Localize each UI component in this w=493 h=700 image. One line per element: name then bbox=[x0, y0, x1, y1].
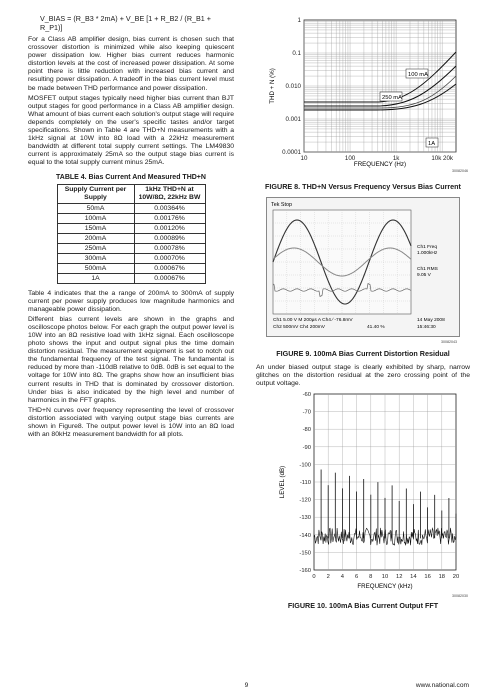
figure-8 bbox=[256, 14, 470, 191]
fig8-ytick: 0.0001 bbox=[282, 149, 301, 156]
supply-current-cell: 1A bbox=[57, 273, 134, 283]
figure-9 bbox=[256, 197, 470, 358]
thdn-cell: 0.00067% bbox=[134, 273, 205, 283]
fig10-xtick: 4 bbox=[340, 574, 345, 581]
fig10-ytick: -150 bbox=[299, 550, 311, 557]
fig10-ytick: -160 bbox=[299, 568, 311, 575]
fig10-xtick: 6 bbox=[354, 574, 359, 581]
table-row bbox=[57, 273, 205, 283]
fig10-xlabel: FREQUENCY (kHz) bbox=[357, 583, 413, 591]
fig10-xtick: 14 bbox=[410, 574, 417, 581]
ch1-rms-label: Ch1 RMS bbox=[417, 267, 438, 272]
table-caption: TABLE 4. Bias Current And Measured THD+N bbox=[56, 173, 206, 181]
fig10-xtick: 10 bbox=[381, 574, 389, 581]
oscilloscope-screen bbox=[266, 197, 460, 344]
thdn-cell: 0.00089% bbox=[134, 233, 205, 243]
fig10-xtick: 12 bbox=[395, 574, 403, 581]
scope-time: 15:46:30 bbox=[417, 325, 436, 330]
left-column bbox=[28, 14, 234, 441]
table-row bbox=[57, 203, 205, 213]
table-row bbox=[57, 263, 205, 273]
ch1-rms-value: 9.05 V bbox=[417, 273, 431, 278]
fig8-xtick: 1k bbox=[392, 155, 400, 162]
supply-current-cell: 100mA bbox=[57, 213, 134, 223]
fig10-xtick: 2 bbox=[326, 574, 330, 581]
scope-bottom-row2: Ch2 500mV Ch4 200mV bbox=[273, 325, 325, 330]
paragraph-table-indicates: Table 4 indicates that the a range of 200mA to 300mA of supply current per power supply produces low magnitude harmonics and manageable power dissipation. bbox=[28, 289, 234, 313]
fig8-ylabel: THD + N (%) bbox=[269, 68, 276, 104]
figure-9-caption: FIGURE 9. 100mA Bias Current Distortion Residual bbox=[276, 349, 450, 358]
fig10-ytick: -90 bbox=[302, 445, 311, 452]
fig8-ytick: 0.001 bbox=[285, 116, 301, 123]
fig10-xtick: 18 bbox=[438, 574, 446, 581]
table-row bbox=[57, 253, 205, 263]
page-number: 9 bbox=[244, 682, 249, 689]
figure-10 bbox=[256, 390, 470, 610]
paragraph-thdn-curves: THD+N curves over frequency representing the level of crossover distortion associated with varying output stage bias currents are shown in Figure8. The output power level is 10W into an 8Ω load with an 80kHz measurement bandwidth for all plots. bbox=[28, 406, 234, 439]
fig8-ytick: 0.010 bbox=[285, 83, 301, 90]
fig10-xtick: 0 bbox=[312, 574, 316, 581]
scope-traces bbox=[267, 198, 459, 336]
fig10-ytick: -140 bbox=[299, 533, 311, 540]
paragraph-different-levels: Different bias current levels are shown in the graphs and oscilloscope photos below. For each graph the output power level is 10W into an 8Ω resistive load with 1kHz signal. Each oscilloscope photo shows the input and output signal plus the time domain distortion residual. The measurement equipment is set to notch out the fundamental frequency of the test signal. The fundamental is reduced by more than -110dB relative to 0dB. 0dB is set equal to the voltage for 10W into 8Ω. The graphs show how an insufficient bias current results in THD that is dominated by crossover distortion. Under bias is also indicated by the high level and number of harmonics in the FFT graphs. bbox=[28, 315, 234, 404]
fig10-ytick: -120 bbox=[299, 497, 311, 504]
label-1a: 1A bbox=[428, 141, 436, 147]
table-header-supply: Supply Current per Supply bbox=[57, 184, 134, 203]
supply-current-cell: 500mA bbox=[57, 263, 134, 273]
table-row bbox=[57, 233, 205, 243]
bias-equation: V_BIAS = (R_B3 * 2mA) + V_BE [1 + R_B2 / (R_B1 + R_P1)] bbox=[40, 14, 211, 32]
ch1-freq-value: 1.000kHz bbox=[417, 251, 438, 256]
footer-url[interactable]: www.national.com bbox=[415, 682, 469, 689]
thdn-cell: 0.00120% bbox=[134, 223, 205, 233]
figure-8-caption: FIGURE 8. THD+N Versus Frequency Versus Bias Current bbox=[265, 182, 461, 191]
table-row bbox=[57, 243, 205, 253]
scope-date: 14 May 2008 bbox=[417, 318, 445, 323]
fig10-xtick: 8 bbox=[369, 574, 373, 581]
fig10-xtick: 16 bbox=[424, 574, 431, 581]
fig8-ytick: 1 bbox=[297, 17, 301, 24]
thdn-cell: 0.00070% bbox=[134, 253, 205, 263]
bias-current-table bbox=[57, 184, 206, 284]
label-100ma: 100 mA bbox=[408, 72, 428, 78]
fig9-code: 30082043 bbox=[441, 340, 457, 344]
fig10-ytick: -130 bbox=[299, 515, 311, 522]
fft-plot bbox=[256, 390, 470, 600]
fig8-xtick: 10k 20k bbox=[431, 155, 454, 162]
ch1-freq-label: Ch1 Freq bbox=[417, 245, 437, 250]
fig8-code: 30082046 bbox=[452, 169, 468, 173]
scope-bottom-row1: Ch1 5.00 V M 200µs A Ch4 ∕ -76.8mV bbox=[273, 318, 353, 323]
fig8-xtick: 100 bbox=[344, 155, 356, 162]
scope-status: Tek Stop bbox=[271, 202, 292, 208]
fig10-ytick: -110 bbox=[299, 480, 311, 487]
fig10-code: 30082030 bbox=[452, 594, 468, 599]
fig10-ytick: -100 bbox=[299, 462, 311, 469]
fig10-ytick: -80 bbox=[302, 427, 311, 434]
paragraph-under-biased: An under biased output stage is clearly exhibited by sharp, narrow glitches on the distortion residual at the zero crossing point of the output voltage. bbox=[256, 364, 470, 388]
thdn-cell: 0.00176% bbox=[134, 213, 205, 223]
supply-current-cell: 250mA bbox=[57, 243, 134, 253]
table-row bbox=[57, 213, 205, 223]
thdn-cell: 0.00078% bbox=[134, 243, 205, 253]
table-header-thd: 1kHz THD+N at 10W/8Ω, 22kHz BW bbox=[134, 184, 205, 203]
supply-current-cell: 50mA bbox=[57, 203, 134, 213]
figure-10-caption: FIGURE 10. 100mA Bias Current Output FFT bbox=[287, 601, 439, 611]
label-250ma: 250 mA bbox=[382, 95, 402, 101]
fig8-ytick: 0.1 bbox=[292, 50, 301, 57]
fig10-xtick: 20 bbox=[452, 574, 460, 581]
fig8-xlabel: FREQUENCY (Hz) bbox=[353, 161, 407, 168]
paragraph-mosfet: MOSFET output stages typically need higher bias current than BJT output stages for good performance in a Class AB amplifier design. What amount of bias current each solution's output stage will require depends completely on the user's specific tastes and/or target specifications. Shown in Table 4 are THD+N measurements with a 1kHz signal at 10W into 8Ω load with a 22kHz measurement bandwidth at different total supply current settings. The LM49830 current is approximately 25mA so the output stage bias current is equal to the total supply current minus 25mA. bbox=[28, 94, 234, 167]
table-row bbox=[57, 223, 205, 233]
thdn-cell: 0.00364% bbox=[134, 203, 205, 213]
supply-current-cell: 300mA bbox=[57, 253, 134, 263]
supply-current-cell: 150mA bbox=[57, 223, 134, 233]
fig10-ytick: -70 bbox=[302, 409, 311, 416]
thdn-cell: 0.00067% bbox=[134, 263, 205, 273]
paragraph-class-ab: For a Class AB amplifier design, bias current is chosen such that crossover distortion is minimized while also keeping quiescent power dissipation low. Higher bias current reduces harmonic distortion levels at the cost of increased power dissipation. At some point there is little reduction with increased bias current and resulting power dissipation. A tradeoff in the bias current level must be made between THD performance and power dissipation. bbox=[28, 36, 234, 92]
thdn-frequency-plot bbox=[256, 14, 470, 174]
fig10-ytick: -60 bbox=[302, 392, 311, 399]
fig8-xtick: 10 bbox=[300, 155, 308, 162]
scope-percent: 41.40 % bbox=[367, 325, 385, 330]
fig10-ylabel: LEVEL (dB) bbox=[279, 466, 286, 499]
supply-current-cell: 200mA bbox=[57, 233, 134, 243]
right-column bbox=[256, 14, 470, 616]
